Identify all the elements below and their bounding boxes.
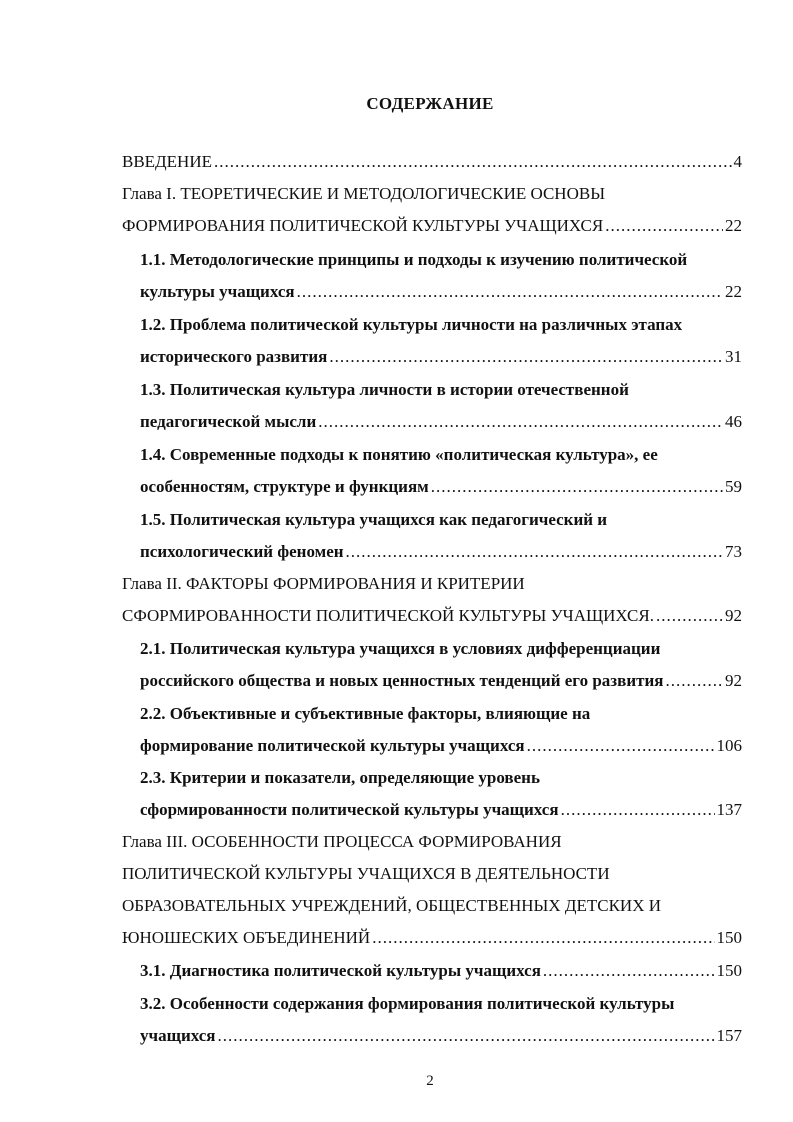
toc-entry-text: ЮНОШЕСКИХ ОБЪЕДИНЕНИЙ: [122, 928, 371, 947]
toc-page-number: 46: [725, 412, 742, 431]
toc-section-2-1[interactable]: [140, 670, 742, 692]
dot-leader: [214, 151, 732, 173]
toc-page-number: 31: [725, 347, 742, 366]
dot-leader: [346, 541, 723, 563]
toc-section-1-3[interactable]: [140, 411, 742, 433]
toc-section-1-2-line-1[interactable]: 1.2. Проблема политической культуры личности на различных этапах: [140, 315, 683, 334]
toc-page-number: 92: [725, 606, 742, 625]
toc-section-1-5-line-1[interactable]: 1.5. Политическая культура учащихся как педагогический и: [140, 510, 608, 529]
page-title: СОДЕРЖАНИЕ: [366, 94, 494, 113]
toc-section-2-2[interactable]: [140, 735, 742, 757]
toc-section-2-3[interactable]: [140, 799, 742, 821]
toc-section-3-2[interactable]: [140, 1025, 742, 1047]
toc-entry-text: педагогической мысли: [140, 412, 317, 431]
toc-section-1-4-line-1[interactable]: 1.4. Современные подходы к понятию «политическая культура», ее: [140, 445, 658, 464]
toc-chapter-3-line-2[interactable]: ПОЛИТИЧЕСКОЙ КУЛЬТУРЫ УЧАЩИХСЯ В ДЕЯТЕЛЬНОСТИ: [122, 864, 610, 883]
toc-entry-text: особенностям, структуре и функциям: [140, 477, 429, 496]
toc-chapter-3[interactable]: [122, 927, 742, 949]
toc-page-number: 22: [725, 282, 742, 301]
toc-section-1-4[interactable]: [140, 476, 742, 498]
toc-page-number: 137: [716, 800, 742, 819]
dot-leader: [656, 605, 723, 627]
toc-page-number: 157: [716, 1026, 742, 1045]
toc-chapter-2-line-1[interactable]: Глава II. ФАКТОРЫ ФОРМИРОВАНИЯ И КРИТЕРИИ: [122, 574, 525, 593]
dot-leader: [527, 735, 715, 757]
toc-section-2-1-line-1[interactable]: 2.1. Политическая культура учащихся в условиях дифференциации: [140, 639, 661, 658]
toc-chapter-1[interactable]: [122, 215, 742, 237]
toc-section-1-1[interactable]: [140, 281, 742, 303]
toc-page-number: 92: [725, 671, 742, 690]
toc-section-3-2-line-1[interactable]: 3.2. Особенности содержания формирования политической культуры: [140, 994, 675, 1013]
toc-chapter-2[interactable]: [122, 605, 742, 627]
toc-chapter-3-line-1[interactable]: Глава III. ОСОБЕННОСТИ ПРОЦЕССА ФОРМИРОВАНИЯ: [122, 832, 562, 851]
dot-leader: [218, 1025, 715, 1047]
toc-chapter-3-line-3[interactable]: ОБРАЗОВАТЕЛЬНЫХ УЧРЕЖДЕНИЙ, ОБЩЕСТВЕННЫХ ДЕТСКИХ И: [122, 896, 661, 915]
toc-section-3-1[interactable]: [140, 960, 742, 982]
dot-leader: [297, 281, 723, 303]
dot-leader: [431, 476, 723, 498]
toc-entry-text: 3.1. Диагностика политической культуры учащихся: [140, 961, 541, 980]
toc-section-2-3-line-1[interactable]: 2.3. Критерии и показатели, определяющие уровень: [140, 768, 540, 787]
toc-page-number: 4: [733, 152, 742, 171]
toc-entry-text: сформированности политической культуры учащихся: [140, 800, 559, 819]
toc-entry-text: ФОРМИРОВАНИЯ ПОЛИТИЧЕСКОЙ КУЛЬТУРЫ УЧАЩИХСЯ: [122, 216, 604, 235]
dot-leader: [561, 799, 715, 821]
dot-leader: [543, 960, 715, 982]
toc-page-number: 73: [725, 542, 742, 561]
toc-chapter-1-line-1[interactable]: Глава I. ТЕОРЕТИЧЕСКИЕ И МЕТОДОЛОГИЧЕСКИЕ ОСНОВЫ: [122, 184, 606, 203]
page-number: 2: [426, 1073, 434, 1089]
toc-entry-text: СФОРМИРОВАННОСТИ ПОЛИТИЧЕСКОЙ КУЛЬТУРЫ УЧАЩИХСЯ.: [122, 606, 654, 625]
toc-section-1-2[interactable]: [140, 346, 742, 368]
toc-entry-text: психологический феномен: [140, 542, 344, 561]
toc-entry-text: культуры учащихся: [140, 282, 295, 301]
toc-page-number: 59: [725, 477, 742, 496]
toc-page-number: 150: [716, 928, 742, 947]
toc-section-1-1-line-1[interactable]: 1.1. Методологические принципы и подходы к изучению политической: [140, 250, 688, 269]
toc-section-1-3-line-1[interactable]: 1.3. Политическая культура личности в истории отечественной: [140, 380, 629, 399]
toc-entry-text: учащихся: [140, 1026, 216, 1045]
toc-page-number: 106: [716, 736, 742, 755]
dot-leader: [318, 411, 723, 433]
toc-entry-text: российского общества и новых ценностных тенденций его развития: [140, 671, 664, 690]
toc-entry-text: формирование политической культуры учащихся: [140, 736, 525, 755]
dot-leader: [329, 346, 723, 368]
toc-section-1-5[interactable]: [140, 541, 742, 563]
toc-section-2-2-line-1[interactable]: 2.2. Объективные и субъективные факторы, влияющие на: [140, 704, 591, 723]
dot-leader: [605, 215, 723, 237]
dot-leader: [372, 927, 714, 949]
toc-entry-text: ВВЕДЕНИЕ: [122, 152, 212, 171]
toc-entry-text: исторического развития: [140, 347, 328, 366]
toc-page-number: 150: [716, 961, 742, 980]
toc-page-number: 22: [725, 216, 742, 235]
toc-entry-intro[interactable]: [122, 151, 742, 173]
dot-leader: [665, 670, 723, 692]
